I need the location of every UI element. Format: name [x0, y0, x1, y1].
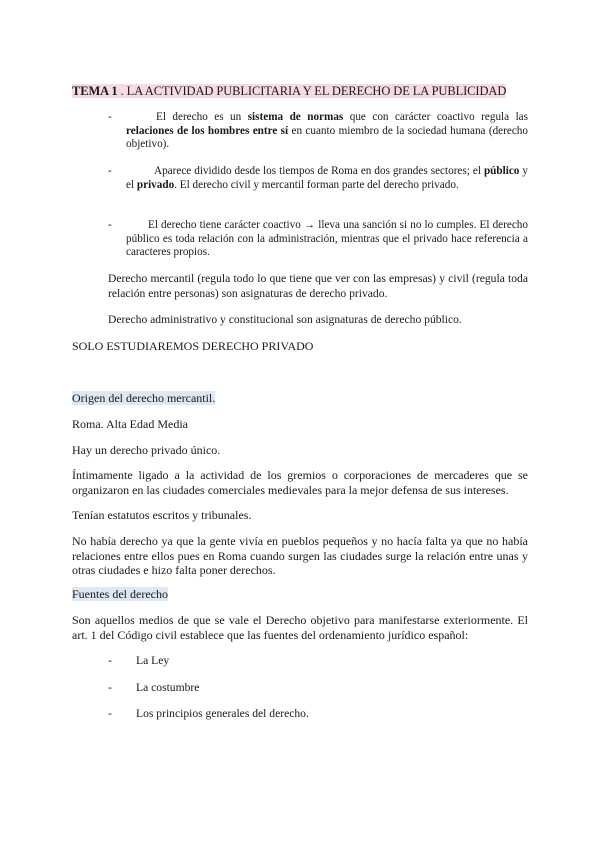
origen-paragraph-1: Roma. Alta Edad Media: [72, 417, 188, 431]
bullet-text: [126, 165, 528, 192]
origen-paragraph-2: Hay un derecho privado único.: [72, 443, 221, 457]
bullet-item-3: [108, 219, 528, 260]
list-dash: -: [108, 707, 112, 720]
bullet-item-2: [108, 165, 528, 192]
page-title: [72, 84, 528, 99]
bullet-2-text-b: y el: [126, 165, 529, 191]
fuentes-heading-text: Fuentes del derecho: [72, 587, 168, 601]
list-dash: -: [108, 654, 112, 667]
origen-heading-text: Origen del derecho mercantil.: [72, 391, 216, 405]
solo-estudiaremos: SOLO ESTUDIAREMOS DERECHO PRIVADO: [72, 339, 314, 353]
bullet-1-text-a: El derecho es un: [156, 111, 248, 123]
section-heading-origen: [72, 391, 528, 406]
paragraph-administrativo: Derecho administrativo y constitucional son asignaturas de derecho público.: [108, 313, 462, 326]
bullet-text: El derecho tiene carácter coactivo → lleva una sanción si no lo cumples. El derecho público es toda relación con la administración, mientras que el privado hace referencia a caracteres propios.: [126, 219, 528, 259]
list-item-text: La costumbre: [136, 681, 200, 694]
origen-paragraph-3: Íntimamente ligado a la actividad de los gremios o corporaciones de mercaderes que se organizaron en las ciudades comerciales medievales para la mejor defensa de sus intereses.: [72, 468, 528, 497]
title-prefix: TEMA 1: [72, 84, 118, 98]
bullet-text: [126, 111, 528, 152]
origen-paragraph-4: Tenían estatutos escritos y tribunales.: [72, 508, 252, 522]
paragraph-mercantil: Derecho mercantil (regula todo lo que tiene que ver con las empresas) y civil (regula toda relación entre personas) son asignaturas de derecho privado.: [108, 272, 528, 300]
list-dash: -: [108, 681, 112, 694]
title-rest: . LA ACTIVIDAD PUBLICITARIA Y EL DERECHO DE LA PUBLICIDAD: [117, 84, 507, 98]
bullet-dash: -: [108, 219, 112, 231]
bullet-2-text-a: Aparece dividido desde los tiempos de Roma en dos grandes sectores; el: [154, 165, 484, 177]
bullet-item-1: [108, 111, 528, 152]
bullet-1-bold-a: sistema de normas: [247, 111, 344, 123]
bullet-1-text-b: que con carácter coactivo regula las: [343, 111, 529, 123]
bullet-dash: -: [108, 165, 112, 177]
list-item-text: La Ley: [136, 654, 170, 667]
section-heading-fuentes: [72, 587, 528, 602]
bullet-2-bold-b: privado: [136, 178, 175, 191]
title-highlight: [72, 84, 506, 98]
list-item-text: Los principios generales del derecho.: [136, 707, 309, 720]
bullet-1-bold-b: relaciones de los hombres entre sí: [126, 124, 289, 137]
bullet-dash: -: [108, 111, 112, 123]
bullet-1-text-c: en cuanto miembro de la sociedad humana (derecho objetivo).: [126, 124, 528, 151]
fuentes-paragraph-1: Son aquellos medios de que se vale el Derecho objetivo para manifestarse exteriormente. El art. 1 del Código civil establece que las fuentes del ordenamiento jurídico español:: [72, 613, 528, 642]
bullet-2-text-c: . El derecho civil y mercantil forman parte del derecho privado.: [174, 178, 459, 191]
origen-paragraph-5: No había derecho ya que la gente vivía en pueblos pequeños y no hacía falta ya que no había relaciones entre ellos pues en Roma cuando surgen las ciudades surge la relación entre unas y otras ciudades e hizo falta poner derechos.: [72, 534, 528, 577]
bullet-2-bold-a: público: [483, 165, 520, 177]
